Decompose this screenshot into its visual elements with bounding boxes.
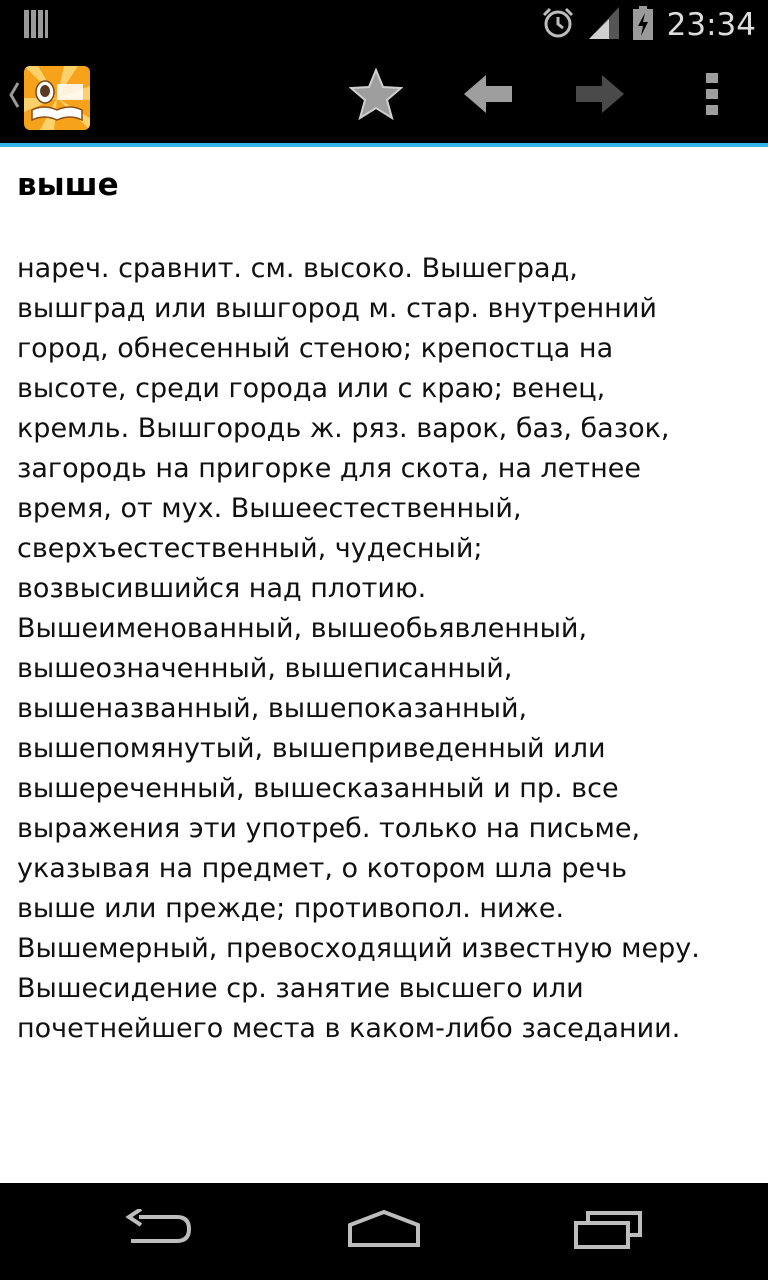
- home-nav-icon: [346, 1209, 422, 1254]
- arrow-left-icon: [464, 75, 512, 118]
- home-nav-button[interactable]: [309, 1183, 459, 1280]
- overflow-menu-button[interactable]: [667, 50, 757, 143]
- signal-icon: [589, 7, 619, 44]
- dictionary-entry: [0, 147, 768, 1183]
- status-bar: [0, 0, 768, 50]
- up-caret-icon[interactable]: [7, 80, 21, 115]
- action-bar: [0, 50, 768, 147]
- arrow-right-icon: [576, 75, 624, 118]
- battery-charging-icon: [633, 6, 653, 45]
- forward-page-button[interactable]: [555, 50, 645, 143]
- entry-definition: нареч. сравнит. см. высоко. Вышеград, вышград или вышгород м. стар. внутренний город, обнесенный стеною; крепостца на высоте, среди города или с краю; венец, кремль. Вышгородь ж. ряз. варок, баз, базок, загородь на пригорке для скота, на летнее время, от мух. Вышеестественный, сверхъестественный, чудесный; возвысившийся над плотию. Вышеименованный, вышеобьявленный, вышеозначенный, вышеписанный, вышеназванный, вышепоказанный, вышепомянутый, вышеприведенный или вышереченный, вышесказанный и пр. все выражения эти употреб. только на письме, указывая на предмет, о котором шла речь выше или прежде; противопол. ниже. Вышемерный, превосходящий известную меру. Вышесидение ср. занятие высшего или почетнейшего места в каком-либо заседании.: [17, 253, 700, 1044]
- back-nav-icon: [125, 1209, 195, 1254]
- recents-nav-icon: [574, 1209, 644, 1254]
- recents-nav-button[interactable]: [534, 1183, 684, 1280]
- favorite-button[interactable]: [331, 50, 421, 143]
- entry-word: выше: [17, 167, 119, 203]
- status-time: 23:34: [666, 7, 756, 43]
- alarm-icon: [541, 6, 575, 45]
- star-icon: [349, 68, 403, 125]
- notification-bars-icon: [24, 10, 48, 45]
- overflow-menu-icon: [706, 73, 718, 120]
- back-nav-button[interactable]: [85, 1183, 235, 1280]
- back-page-button[interactable]: [443, 50, 533, 143]
- navigation-bar: [0, 1183, 768, 1280]
- app-icon[interactable]: [24, 66, 90, 130]
